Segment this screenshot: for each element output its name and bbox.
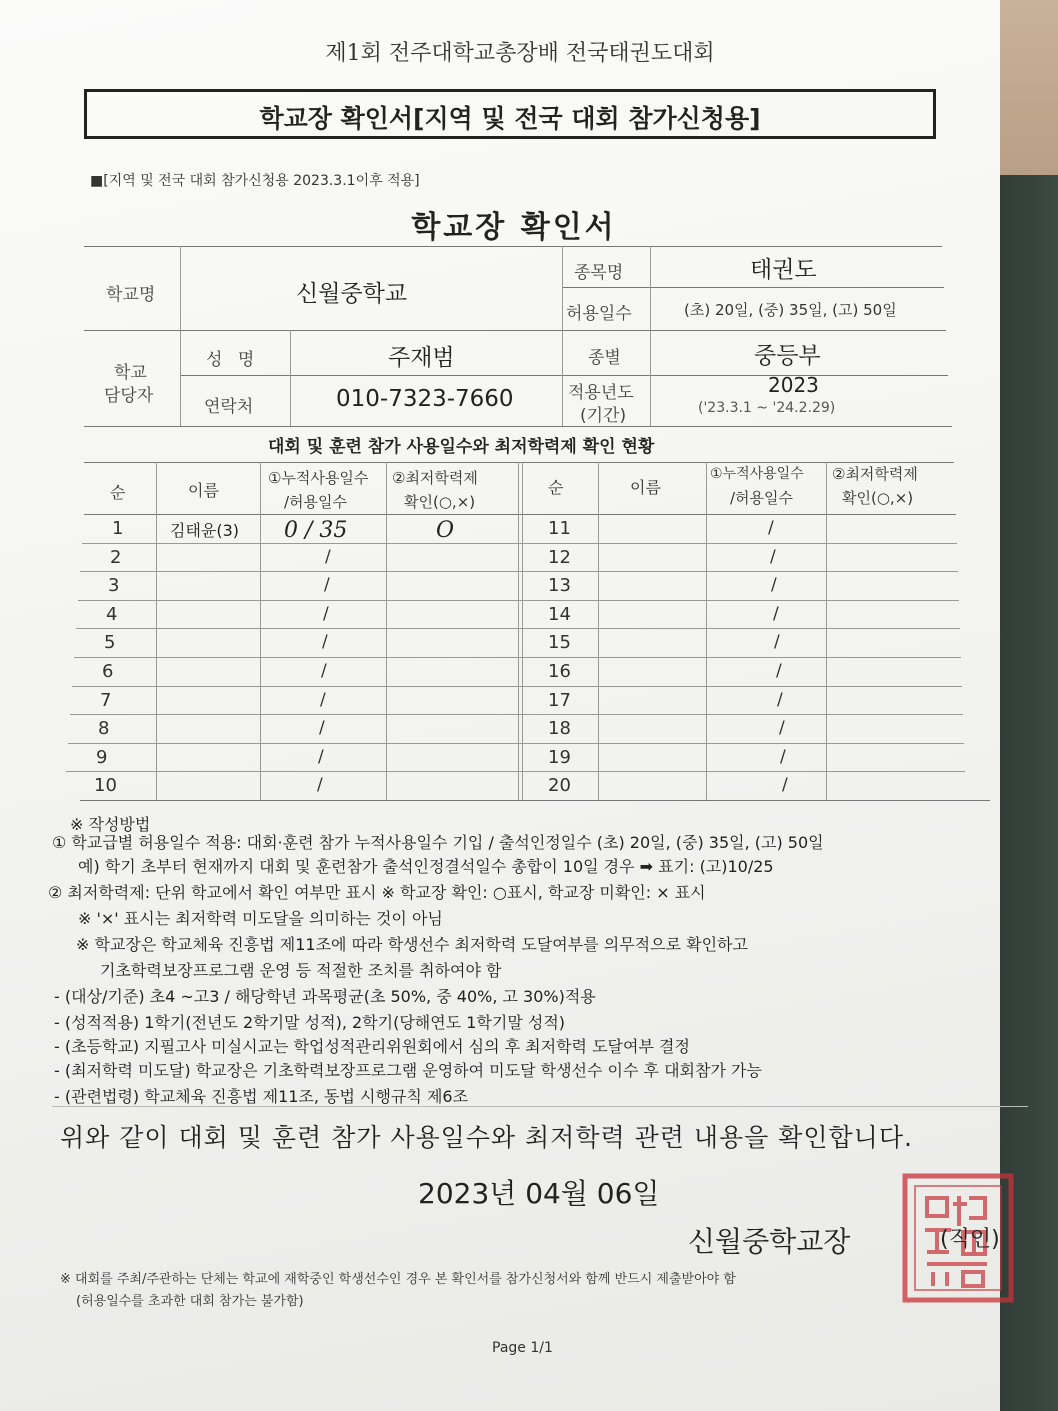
table-line	[386, 462, 387, 800]
signer-name: 신월중학교장	[688, 1225, 851, 1258]
event-label: 종목명	[574, 263, 624, 283]
instr-line-3: ② 최저학력제: 단위 학교에서 확인 여부만 표시 ※ 학교장 확인: ○표시, 학교장 미확인: × 표시	[48, 883, 706, 902]
issue-date: 2023년 04월 06일	[418, 1177, 660, 1210]
header-name-right: 이름	[630, 478, 661, 497]
name-label: 성 명	[206, 350, 255, 370]
page-number: Page 1/1	[492, 1340, 553, 1356]
row-num: 6	[102, 661, 114, 682]
header-days-right: ①누적사용일수	[710, 466, 804, 482]
table-line	[84, 462, 954, 463]
instr-line-2: 예) 학기 초부터 현재까지 대회 및 훈련참가 출석인정결석일수 총합이 10일 경우 ➡ 표기: (고)10/25	[78, 857, 774, 876]
header-days-left: ①누적사용일수	[268, 469, 369, 487]
instr-line-4: ※ '×' 표시는 최저학력 미도달을 의미하는 것이 아님	[78, 909, 443, 928]
row-days: /	[768, 518, 774, 538]
event-value: 태권도	[750, 257, 817, 283]
table-row-line	[68, 743, 964, 744]
row-num: 12	[548, 547, 571, 568]
table-line	[518, 462, 519, 800]
info-line	[84, 426, 952, 427]
row-num: 16	[548, 661, 571, 682]
division-label: 종별	[588, 348, 621, 368]
row-num: 3	[108, 575, 120, 596]
table-line	[522, 462, 523, 800]
info-line	[180, 246, 181, 426]
year-label: 적용년도	[568, 383, 634, 403]
row-days: /	[771, 575, 777, 595]
info-line	[180, 375, 948, 376]
table-title: 대회 및 훈련 참가 사용일수와 최저학력제 확인 현황	[268, 437, 655, 457]
row-num: 10	[94, 775, 117, 796]
row-days: /	[777, 690, 783, 710]
row-days: /	[780, 747, 786, 767]
row-days: /	[318, 747, 324, 767]
year-value: 2023	[768, 373, 819, 397]
header-num-left: 순	[110, 483, 126, 502]
row-days: /	[324, 575, 330, 595]
row-days: /	[782, 775, 788, 795]
info-line	[562, 246, 563, 426]
header-check-left: ②최저학력제	[392, 469, 478, 487]
table-line	[598, 462, 599, 800]
row-num: 2	[110, 547, 122, 568]
header-days-right-2: /허용일수	[730, 489, 794, 507]
info-line	[290, 330, 291, 426]
header-check-left-2: 확인(○,×)	[404, 493, 476, 511]
divider	[52, 1106, 1028, 1107]
row-num: 8	[98, 718, 110, 739]
scope-note: ■[지역 및 전국 대회 참가신청용 2023.3.1이후 적용]	[90, 173, 420, 189]
instr-heading: ※ 작성방법	[70, 815, 151, 834]
division-value: 중등부	[754, 343, 821, 369]
manager-label-2: 담당자	[104, 386, 154, 406]
row-num: 15	[548, 632, 571, 653]
info-line	[84, 246, 942, 247]
row-days: /	[321, 661, 327, 681]
allow-label: 허용일수	[566, 304, 632, 324]
instr-line-9: - (초등학교) 지필고사 미실시교는 학업성적관리위원회에서 심의 후 최저학력 도달여부 결정	[54, 1037, 690, 1056]
instr-line-11: - (관련법령) 학교체육 진흥법 제11조, 동법 시행규칙 제6조	[54, 1087, 469, 1106]
row-num: 17	[548, 690, 571, 711]
school-value: 신월중학교	[296, 281, 408, 307]
table-line	[80, 800, 990, 801]
instr-line-1: ① 학교급별 허용일수 적용: 대회·훈련 참가 누적사용일수 기입 / 출석인정일수 (초) 20일, (중) 35일, (고) 50일	[52, 833, 824, 852]
table-line	[156, 462, 157, 800]
row-days: /	[323, 604, 329, 624]
document-title: 제1회 전주대학교총장배 전국태권도대회	[325, 41, 715, 66]
footnote-line-1: ※ 대회를 주최/주관하는 단체는 학교에 재학중인 학생선수인 경우 본 확인서를 참가신청서와 함께 반드시 제출받아야 함	[60, 1272, 736, 1287]
row-days: 0 / 35	[284, 518, 348, 543]
row-num: 5	[104, 632, 116, 653]
row-num: 13	[548, 575, 571, 596]
row-num: 9	[96, 747, 108, 768]
row-num: 18	[548, 718, 571, 739]
header-days-left-2: /허용일수	[284, 493, 348, 511]
instr-line-6: 기초학력보장프로그램 운영 등 적절한 조치를 취하여야 함	[100, 961, 502, 980]
seal-mark: (직인)	[940, 1227, 1000, 1252]
table-line	[826, 462, 827, 800]
school-label: 학교명	[106, 285, 156, 305]
allow-value: (초) 20일, (중) 35일, (고) 50일	[684, 301, 897, 319]
row-num: 11	[548, 518, 571, 539]
row-days: /	[773, 604, 779, 624]
instr-line-5: ※ 학교장은 학교체육 진흥법 제11조에 따라 학생선수 최저학력 도달여부를 의무적으로 확인하고	[76, 935, 748, 954]
row-days: /	[322, 632, 328, 652]
row-num: 14	[548, 604, 571, 625]
row-days: /	[325, 547, 331, 567]
table-line	[260, 462, 261, 800]
row-num: 1	[112, 518, 124, 539]
instr-line-10: - (최저학력 미도달) 학교장은 기초학력보장프로그램 운영하여 미도달 학생선수 이수 후 대회참가 가능	[54, 1061, 762, 1080]
form-title: 학교장 확인서	[411, 210, 617, 245]
info-line	[84, 330, 946, 331]
row-num: 4	[106, 604, 118, 625]
row-days: /	[779, 718, 785, 738]
row-days: /	[317, 775, 323, 795]
row-check: O	[436, 518, 455, 543]
table-row-line	[72, 686, 962, 687]
row-days: /	[770, 547, 776, 567]
table-line	[706, 462, 707, 800]
info-line	[562, 287, 944, 288]
title-box-text: 학교장 확인서[지역 및 전국 대회 참가신청용]	[259, 104, 761, 133]
manager-label: 학교	[114, 363, 147, 383]
info-line	[650, 246, 651, 426]
table-row-line	[66, 771, 965, 772]
year-label-2: (기간)	[580, 406, 627, 426]
table-row-line	[70, 714, 963, 715]
header-name-left: 이름	[188, 481, 219, 500]
row-days: /	[320, 690, 326, 710]
header-check-right-2: 확인(○,×)	[842, 489, 914, 507]
contact-value: 010-7323-7660	[336, 386, 514, 412]
name-value: 주재범	[388, 345, 455, 371]
row-days: /	[776, 661, 782, 681]
row-name: 김태윤(3)	[170, 521, 240, 540]
row-num: 19	[548, 747, 571, 768]
confirm-statement: 위와 같이 대회 및 훈련 참가 사용일수와 최저학력 관련 내용을 확인합니다.	[60, 1123, 913, 1152]
row-days: /	[319, 718, 325, 738]
contact-label: 연락처	[204, 397, 254, 417]
row-days: /	[774, 632, 780, 652]
header-num-right: 순	[548, 478, 564, 497]
row-num: 7	[100, 690, 112, 711]
row-num: 20	[548, 775, 571, 796]
footnote-line-2: (허용일수를 초과한 대회 참가는 불가함)	[76, 1294, 304, 1309]
instr-line-8: - (성적적용) 1학기(전년도 2학기말 성적), 2학기(당해연도 1학기말 성적)	[54, 1013, 566, 1032]
year-period: ('23.3.1 ~ '24.2.29)	[698, 400, 836, 416]
header-check-right: ②최저학력제	[832, 465, 918, 483]
instr-line-7: - (대상/기준) 초4 ~고3 / 해당학년 과목평균(초 50%, 중 40%, 고 30%)적용	[54, 987, 596, 1006]
